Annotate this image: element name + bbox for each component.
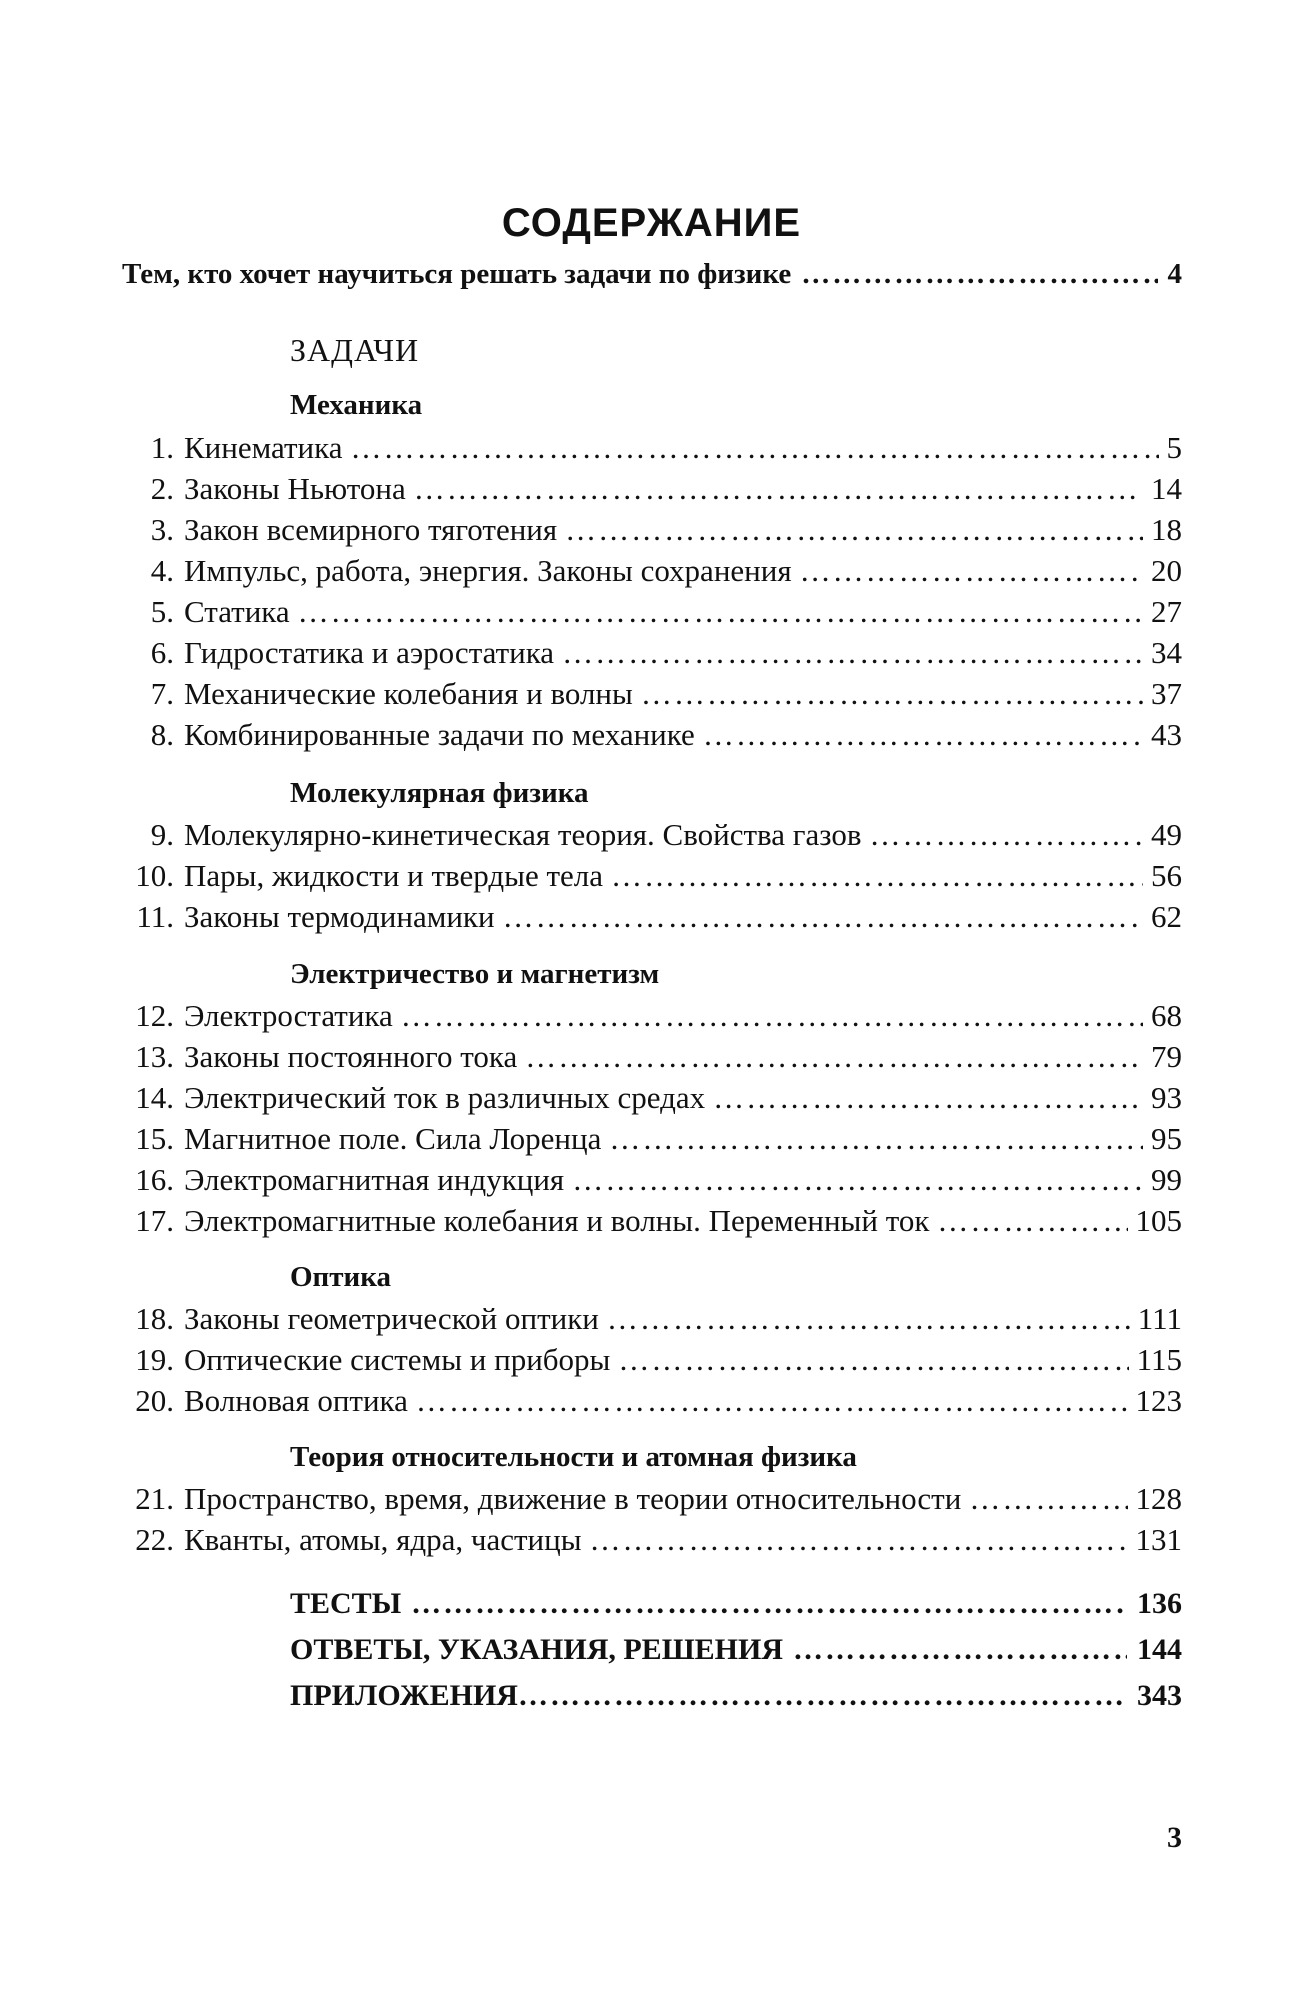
toc-item-page: 131 [1135,1522,1182,1557]
toc-item-title: Кванты, атомы, ядра, частицы [184,1522,582,1557]
toc-item-number: 22. [135,1522,174,1557]
dot-leader [607,1299,1130,1339]
dot-leader [590,1520,1128,1560]
toc-row [128,1520,1182,1560]
toc-item-page: 18 [1151,512,1182,547]
toc-item-title: Законы постоянного тока [184,1039,518,1074]
toc-item-number: 4. [150,553,174,588]
toc-item-page: 128 [1135,1481,1182,1516]
dot-leader [618,1340,1128,1380]
dot-leader [611,856,1143,896]
toc-item-title: Оптические системы и приборы [184,1342,611,1377]
toc-item-title: Статика [184,594,290,629]
toc-item-page: 95 [1151,1121,1182,1156]
dot-leader [414,469,1143,509]
toc-end-page: 343 [1137,1679,1182,1712]
toc-item-page: 56 [1151,858,1182,893]
toc-row [128,469,1182,509]
dot-leader [572,1160,1143,1200]
section-heading: Теория относительности и атомная физика [290,1441,857,1473]
toc-end-title: ПРИЛОЖЕНИЯ [290,1679,518,1712]
page-title: СОДЕРЖАНИЕ [501,201,802,245]
toc-item-page: 34 [1151,635,1182,670]
toc-item-title: Электрический ток в различных средах [184,1080,706,1115]
dot-leader [609,1119,1143,1159]
toc-row [128,856,1182,896]
dot-leader [562,633,1143,673]
toc-row [128,715,1182,755]
toc-item-number: 20. [135,1383,174,1418]
dot-leader [713,1078,1143,1118]
toc-item-page: 93 [1151,1080,1182,1115]
toc-item-page: 5 [1166,430,1182,465]
toc-item-title: Механические колебания и волны [184,676,633,711]
toc-item-number: 1. [150,430,174,465]
toc-item-page: 27 [1151,594,1182,629]
toc-row [128,897,1182,937]
dot-leader [937,1201,1127,1241]
toc-item-title: Волновая оптика [184,1383,408,1418]
toc-intro-page: 4 [1167,258,1182,290]
toc-row [128,1340,1182,1380]
dot-leader [801,254,1157,294]
toc-item-page: 37 [1151,676,1182,711]
section-heading: Молекулярная физика [290,777,589,809]
toc-item-page: 111 [1137,1301,1182,1336]
toc-item-title: Молекулярно-кинетическая теория. Свойства газов [184,817,862,852]
toc-row [128,1299,1182,1339]
toc-item-page: 43 [1151,717,1182,752]
toc-row [128,1119,1182,1159]
dot-leader [793,1630,1127,1670]
toc-item-number: 21. [135,1481,174,1516]
toc-row [128,551,1182,591]
toc-row [128,1037,1182,1077]
dot-leader [298,592,1143,632]
toc-row [128,510,1182,550]
toc-item-number: 7. [150,676,174,711]
toc-item-title: Импульс, работа, энергия. Законы сохранения [184,553,792,588]
toc-item-title: Магнитное поле. Сила Лоренца [184,1121,602,1156]
toc-row [128,996,1182,1036]
toc-item-page: 99 [1151,1162,1182,1197]
toc-item-number: 15. [135,1121,174,1156]
toc-item-number: 3. [150,512,174,547]
toc-item-number: 11. [136,899,174,934]
toc-item-page: 79 [1151,1039,1182,1074]
toc-item-number: 14. [135,1080,174,1115]
toc-item-page: 123 [1135,1383,1182,1418]
toc-row [128,1381,1182,1421]
toc-end-page: 136 [1137,1587,1182,1620]
toc-intro-row [122,254,1182,294]
toc-item-title: Закон всемирного тяготения [184,512,558,547]
toc-row [128,815,1182,855]
toc-row [128,633,1182,673]
toc-row [128,1078,1182,1118]
toc-item-title: Комбинированные задачи по механике [184,717,695,752]
toc-item-number: 10. [135,858,174,893]
toc-item-number: 12. [135,998,174,1033]
toc-end-title: ТЕСТЫ [290,1587,402,1620]
toc-end-row [290,1630,1182,1670]
dot-leader [969,1479,1127,1519]
toc-row [128,592,1182,632]
dot-leader [401,996,1143,1036]
toc-item-title: Кинематика [184,430,343,465]
toc-item-page: 68 [1151,998,1182,1033]
page-number: 3 [1167,1821,1182,1854]
toc-item-page: 49 [1151,817,1182,852]
toc-item-number: 13. [135,1039,174,1074]
toc-item-title: Законы термодинамики [184,899,495,934]
toc-item-number: 2. [150,471,174,506]
toc-item-title: Законы Ньютона [184,471,406,506]
toc-item-number: 9. [150,817,174,852]
dot-leader [800,551,1143,591]
toc-end-page: 144 [1137,1633,1182,1666]
part-title: ЗАДАЧИ [290,332,420,368]
toc-end-title: ОТВЕТЫ, УКАЗАНИЯ, РЕШЕНИЯ [290,1633,783,1666]
toc-item-page: 14 [1151,471,1182,506]
toc-row [128,674,1182,714]
dot-leader [411,1584,1127,1624]
toc-item-page: 105 [1135,1203,1182,1238]
toc-item-title: Гидростатика и аэростатика [184,635,555,670]
dot-leader [869,815,1143,855]
toc-item-number: 17. [135,1203,174,1238]
toc-item-page: 62 [1151,899,1182,934]
dot-leader [503,897,1143,937]
toc-intro-text: Тем, кто хочет научиться решать задачи по физике [122,258,792,290]
toc-end-row [290,1584,1182,1624]
toc-item-number: 16. [135,1162,174,1197]
toc-item-number: 18. [135,1301,174,1336]
toc-item-page: 20 [1151,553,1182,588]
toc-row [128,1160,1182,1200]
dot-leader [525,1037,1143,1077]
toc-item-number: 19. [135,1342,174,1377]
toc-row [128,1479,1182,1519]
toc-item-number: 6. [150,635,174,670]
toc-item-title: Пары, жидкости и твердые тела [184,858,603,893]
toc-row [128,1201,1182,1241]
section-heading: Электричество и магнетизм [290,958,660,990]
toc-item-title: Электростатика [184,998,393,1033]
dot-leader [641,674,1143,714]
dot-leader [703,715,1143,755]
toc-item-number: 5. [150,594,174,629]
dot-leader [350,428,1158,468]
toc-row [128,428,1182,468]
toc-item-page: 115 [1136,1342,1182,1377]
section-heading: Механика [290,389,423,421]
toc-item-title: Электромагнитные колебания и волны. Переменный ток [184,1203,930,1238]
dot-leader [416,1381,1128,1421]
dot-leader [518,1676,1127,1716]
toc-item-number: 8. [150,717,174,752]
section-heading: Оптика [290,1261,391,1293]
dot-leader [565,510,1143,550]
toc-item-title: Пространство, время, движение в теории относительности [184,1481,962,1516]
toc-item-title: Законы геометрической оптики [184,1301,599,1336]
toc-end-row [290,1676,1182,1716]
toc-item-title: Электромагнитная индукция [184,1162,565,1197]
